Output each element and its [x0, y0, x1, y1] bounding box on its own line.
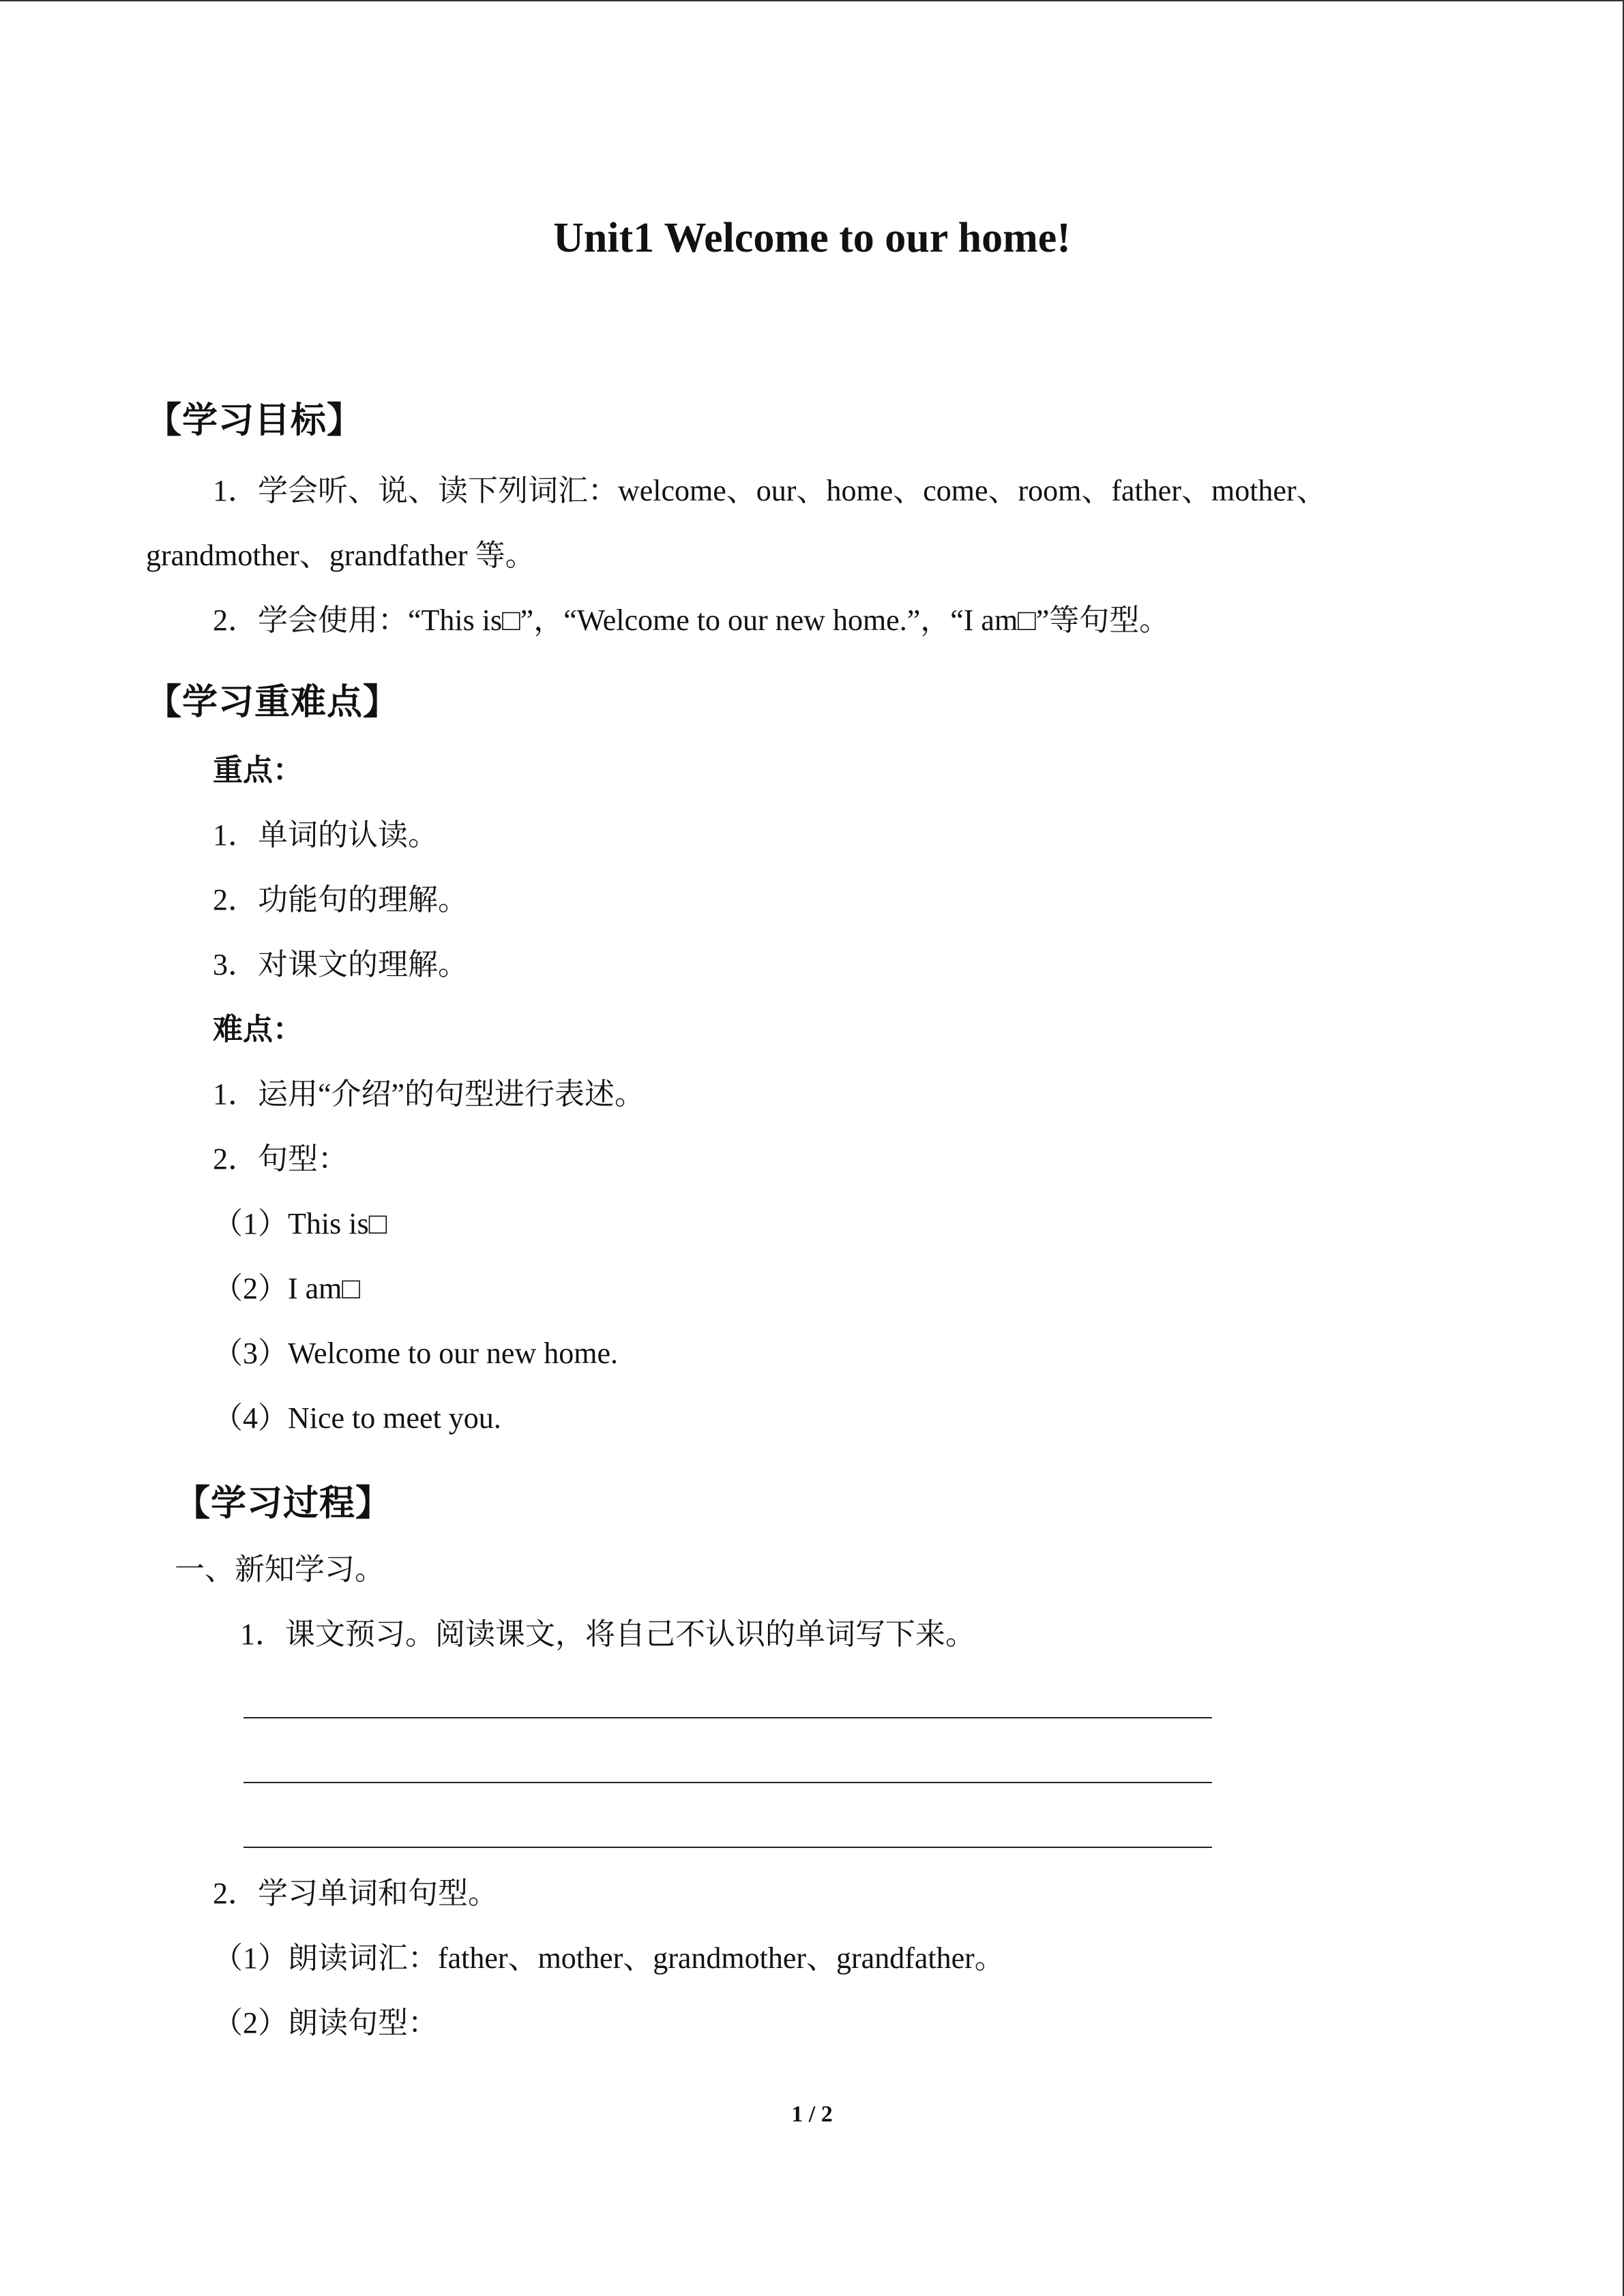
page-title: Unit1 Welcome to our home!: [553, 215, 1071, 261]
page-number: 1 / 2: [791, 2102, 833, 2127]
pattern-item: （4）Nice to meet you.: [213, 1401, 501, 1435]
process-step-2: 2．学习单词和句型。: [213, 1877, 498, 1910]
key-label: 重点：: [213, 754, 303, 787]
difficult-label: 难点：: [213, 1013, 303, 1046]
section-heading-process: 【学习过程】: [175, 1483, 392, 1524]
goals-item-2: 2．学会使用：“This is□”，“Welcome to our new home.”，“I am□”等句型。: [213, 603, 1170, 637]
process-part-1: 一、新知学习。: [175, 1553, 385, 1586]
key-item: 2．功能句的理解。: [213, 883, 468, 916]
answer-blank-line[interactable]: [243, 1847, 1212, 1848]
difficult-item: 2．句型：: [213, 1142, 348, 1176]
answer-blank-line[interactable]: [243, 1782, 1212, 1783]
answer-blank-line[interactable]: [243, 1717, 1212, 1718]
section-heading-key-points: 【学习重难点】: [146, 682, 400, 723]
process-sub-1: （1）朗读词汇：father、mother、grandmother、grandfather。: [213, 1941, 1005, 1975]
process-step-1: 1．课文预习。阅读课文，将自己不认识的单词写下来。: [240, 1617, 975, 1651]
key-item: 3．对课文的理解。: [213, 948, 468, 981]
pattern-item: （3）Welcome to our new home.: [213, 1337, 618, 1370]
key-item: 1．单词的认读。: [213, 818, 438, 852]
goals-item-1-line-2: grandmother、grandfather 等。: [146, 539, 535, 572]
difficult-item: 1．运用“介绍”的句型进行表述。: [213, 1077, 645, 1111]
goals-item-1-line-1: 1．学会听、说、读下列词汇：welcome、our、home、come、room、father、mother、: [213, 474, 1327, 507]
process-sub-2: （2）朗读句型：: [213, 2006, 438, 2040]
pattern-item: （1）This is□: [213, 1207, 387, 1240]
section-heading-goals: 【学习目标】: [146, 400, 364, 441]
pattern-item: （2）I am□: [213, 1272, 360, 1305]
